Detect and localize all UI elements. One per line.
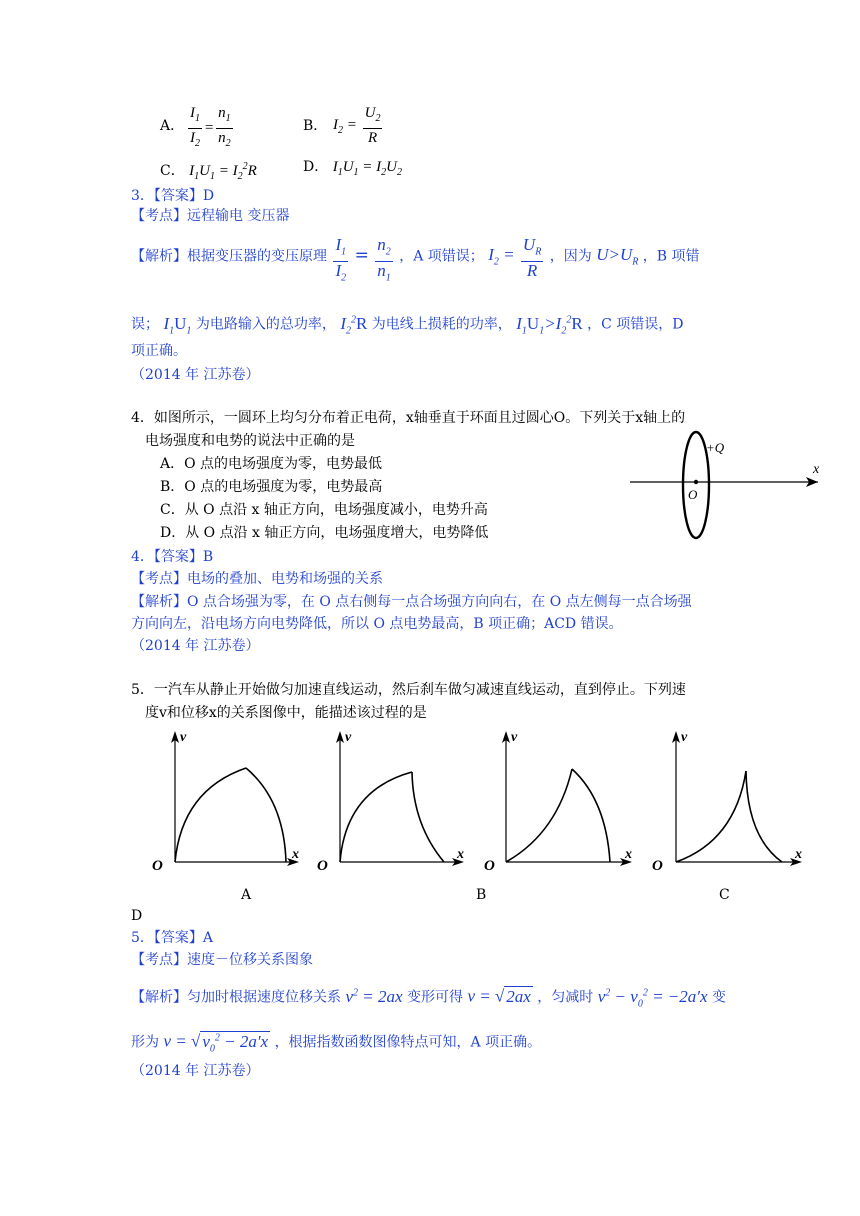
q4-jiexi-line1: [131, 592, 692, 612]
origin-label: O: [484, 858, 495, 874]
kaodian-text: 远程输电 变压器: [187, 208, 290, 224]
q3-jiexi-line1: 【解析】根据变压器的变压原理 $\frac{I_1}{I_2}$ = $\frac{n_2}{n_1}$ ，A 项错误； $I_2$ = $\frac{U_R}{R}$ ，因为 $U>U_R$ ，B 项错: [131, 235, 700, 284]
q3-option-b: [303, 116, 327, 136]
jiexi-text: 变形可得: [406, 989, 463, 1006]
jiexi-text: 为电路输入的总功率，: [195, 316, 336, 333]
q3-option-c-label: C．: [160, 163, 185, 179]
decel-curve: [412, 772, 444, 862]
kaodian-tag: 【考点】: [131, 208, 187, 224]
q3-option-a: [160, 116, 184, 136]
q4-stem-line2: 电场强度和电势的说法中正确的是: [145, 433, 355, 449]
q4-option-d: D．从 O 点沿 x 轴正方向，电场强度增大，电势降低: [160, 525, 489, 541]
jiexi-text: 为电线上损耗的功率，: [371, 316, 512, 333]
q5-stem-line1: 5．一汽车从静止开始做匀加速直线运动，然后刹车做匀减速直线运动，直到停止。下列速: [131, 682, 686, 698]
jiexi-text: 变: [712, 989, 726, 1006]
x-label: x: [457, 847, 464, 862]
q5-graph-label-d: D: [131, 908, 143, 924]
jiexi-text: ，A 项错误；: [399, 248, 484, 265]
q3-kaodian: [131, 206, 289, 226]
decel-curve: [246, 768, 286, 862]
jiexi-text: ，根据指数函数图像特点可知，A 项正确。: [274, 1034, 542, 1051]
q5-jiexi-line1: 【解析】匀加时根据速度位移关系 $v^2 = 2ax$ 变形可得 v = √ 2ax ，匀减时 $v^2 - v_0^2 = -2a'x$ 变: [131, 986, 726, 1010]
jiexi-text: ，匀减时: [537, 989, 594, 1006]
q4-stem-line1: 4．如图所示，一圆环上均匀分布着正电荷，x轴垂直于环面且过圆心O。下列关于x轴上的: [131, 410, 686, 426]
q5-jiexi-line2: 形为 v = √ $v_0^2 - 2a'x$ ，根据指数函数图像特点可知，A 项正确。: [131, 1031, 542, 1055]
q5-graph-b: [316, 725, 476, 875]
q5-source: （2014 年 江苏卷）: [131, 1063, 260, 1079]
q3-option-a-formula: $\frac{I_1}{I_2}$ = $\frac{n_1}{n_2}$: [190, 105, 231, 149]
jiexi-text: 误；: [131, 316, 159, 333]
jiexi-tag: 【解析】: [131, 594, 187, 610]
q5-graph-d: [650, 725, 810, 875]
jiexi-text: O 点合场强为零，在 O 点右侧每一点合场强方向向右，在 O 点左侧每一点合场强: [187, 594, 692, 610]
q3-option-c: C． $I_1U_1 = I_2^2R$: [160, 161, 257, 182]
v-label: v: [345, 730, 352, 745]
axis-label: x: [813, 462, 820, 477]
q3-option-d-label: D．: [303, 159, 329, 175]
kaodian-tag: 【考点】: [131, 571, 187, 587]
accel-curve: [175, 768, 246, 862]
q3-option-b-formula: $I_2$ = $\frac{U_2}{R}$: [333, 105, 381, 146]
v-label: v: [511, 730, 518, 745]
jiexi-text: 根据变压器的变压原理: [187, 248, 327, 265]
accel-curve: [506, 769, 572, 862]
jiexi-text: 匀加时根据速度位移关系: [187, 989, 341, 1006]
jiexi-tag: 【解析】: [131, 989, 187, 1006]
q3-answer: 3．【答案】D: [131, 188, 215, 204]
q5-graph-label-b: B: [476, 887, 487, 903]
accel-curve: [340, 772, 412, 862]
decel-curve: [746, 771, 782, 862]
q5-graph-c: [482, 725, 642, 875]
jiexi-tag: 【解析】: [131, 248, 187, 265]
q4-option-c: C．从 O 点沿 x 轴正方向，电场强度减小，电势升高: [160, 502, 488, 518]
q3-jiexi-line2: 误； $I_1U_1$ 为电路输入的总功率， $I_2^2R$ 为电线上损耗的功率， $I_1U_1>I_2^2R$ ，C 项错误，D: [131, 313, 684, 337]
x-label: x: [625, 847, 632, 862]
q3-source: （2014 年 江苏卷）: [131, 367, 260, 383]
origin-label: O: [688, 487, 698, 502]
q3-jiexi-line3: 项正确。: [131, 343, 187, 359]
jiexi-text: ，C 项错误，D: [587, 316, 684, 333]
q4-option-b: B．O 点的电场强度为零，电势最高: [160, 479, 383, 495]
q3-option-d: D． $I_1U_1 = I_2U_2$: [303, 159, 402, 178]
kaodian-text: 电场的叠加、电势和场强的关系: [187, 571, 383, 587]
q5-graph-label-a: A: [241, 887, 252, 903]
q5-answer: 5．【答案】A: [131, 930, 214, 946]
q4-answer: 4．【答案】B: [131, 549, 214, 565]
jiexi-text: ，B 项错: [642, 248, 700, 265]
q4-ring-figure: [628, 425, 828, 550]
kaodian-tag: 【考点】: [131, 952, 187, 968]
v-label: v: [180, 730, 187, 745]
charge-label: +Q: [706, 440, 725, 455]
origin-label: O: [652, 858, 663, 874]
accel-curve: [676, 771, 746, 862]
q3-option-a-label: A．: [160, 118, 185, 134]
q5-kaodian: [131, 950, 313, 970]
kaodian-text: 速度－位移关系图象: [187, 952, 313, 968]
q5-graph-label-c: C: [719, 887, 730, 903]
origin-label: O: [152, 858, 163, 874]
q3-option-b-label: B．: [303, 118, 328, 134]
jiexi-text: 形为: [131, 1034, 159, 1051]
x-label: x: [292, 847, 299, 862]
q4-option-a: A．O 点的电场强度为零，电势最低: [160, 456, 383, 472]
origin-dot: [694, 480, 698, 484]
q4-jiexi-line2: 方向向左，沿电场方向电势降低，所以 O 点电势最高，B 项正确；ACD 错误。: [131, 616, 623, 632]
q4-kaodian: [131, 569, 383, 589]
decel-curve: [572, 769, 610, 862]
q5-stem-line2: 度v和位移x的关系图像中，能描述该过程的是: [145, 705, 427, 721]
q5-graph-a: [150, 725, 310, 875]
origin-label: O: [317, 858, 328, 874]
x-label: x: [795, 847, 802, 862]
jiexi-text: ，因为: [549, 248, 592, 265]
q4-source: （2014 年 江苏卷）: [131, 638, 260, 654]
v-label: v: [681, 730, 688, 745]
